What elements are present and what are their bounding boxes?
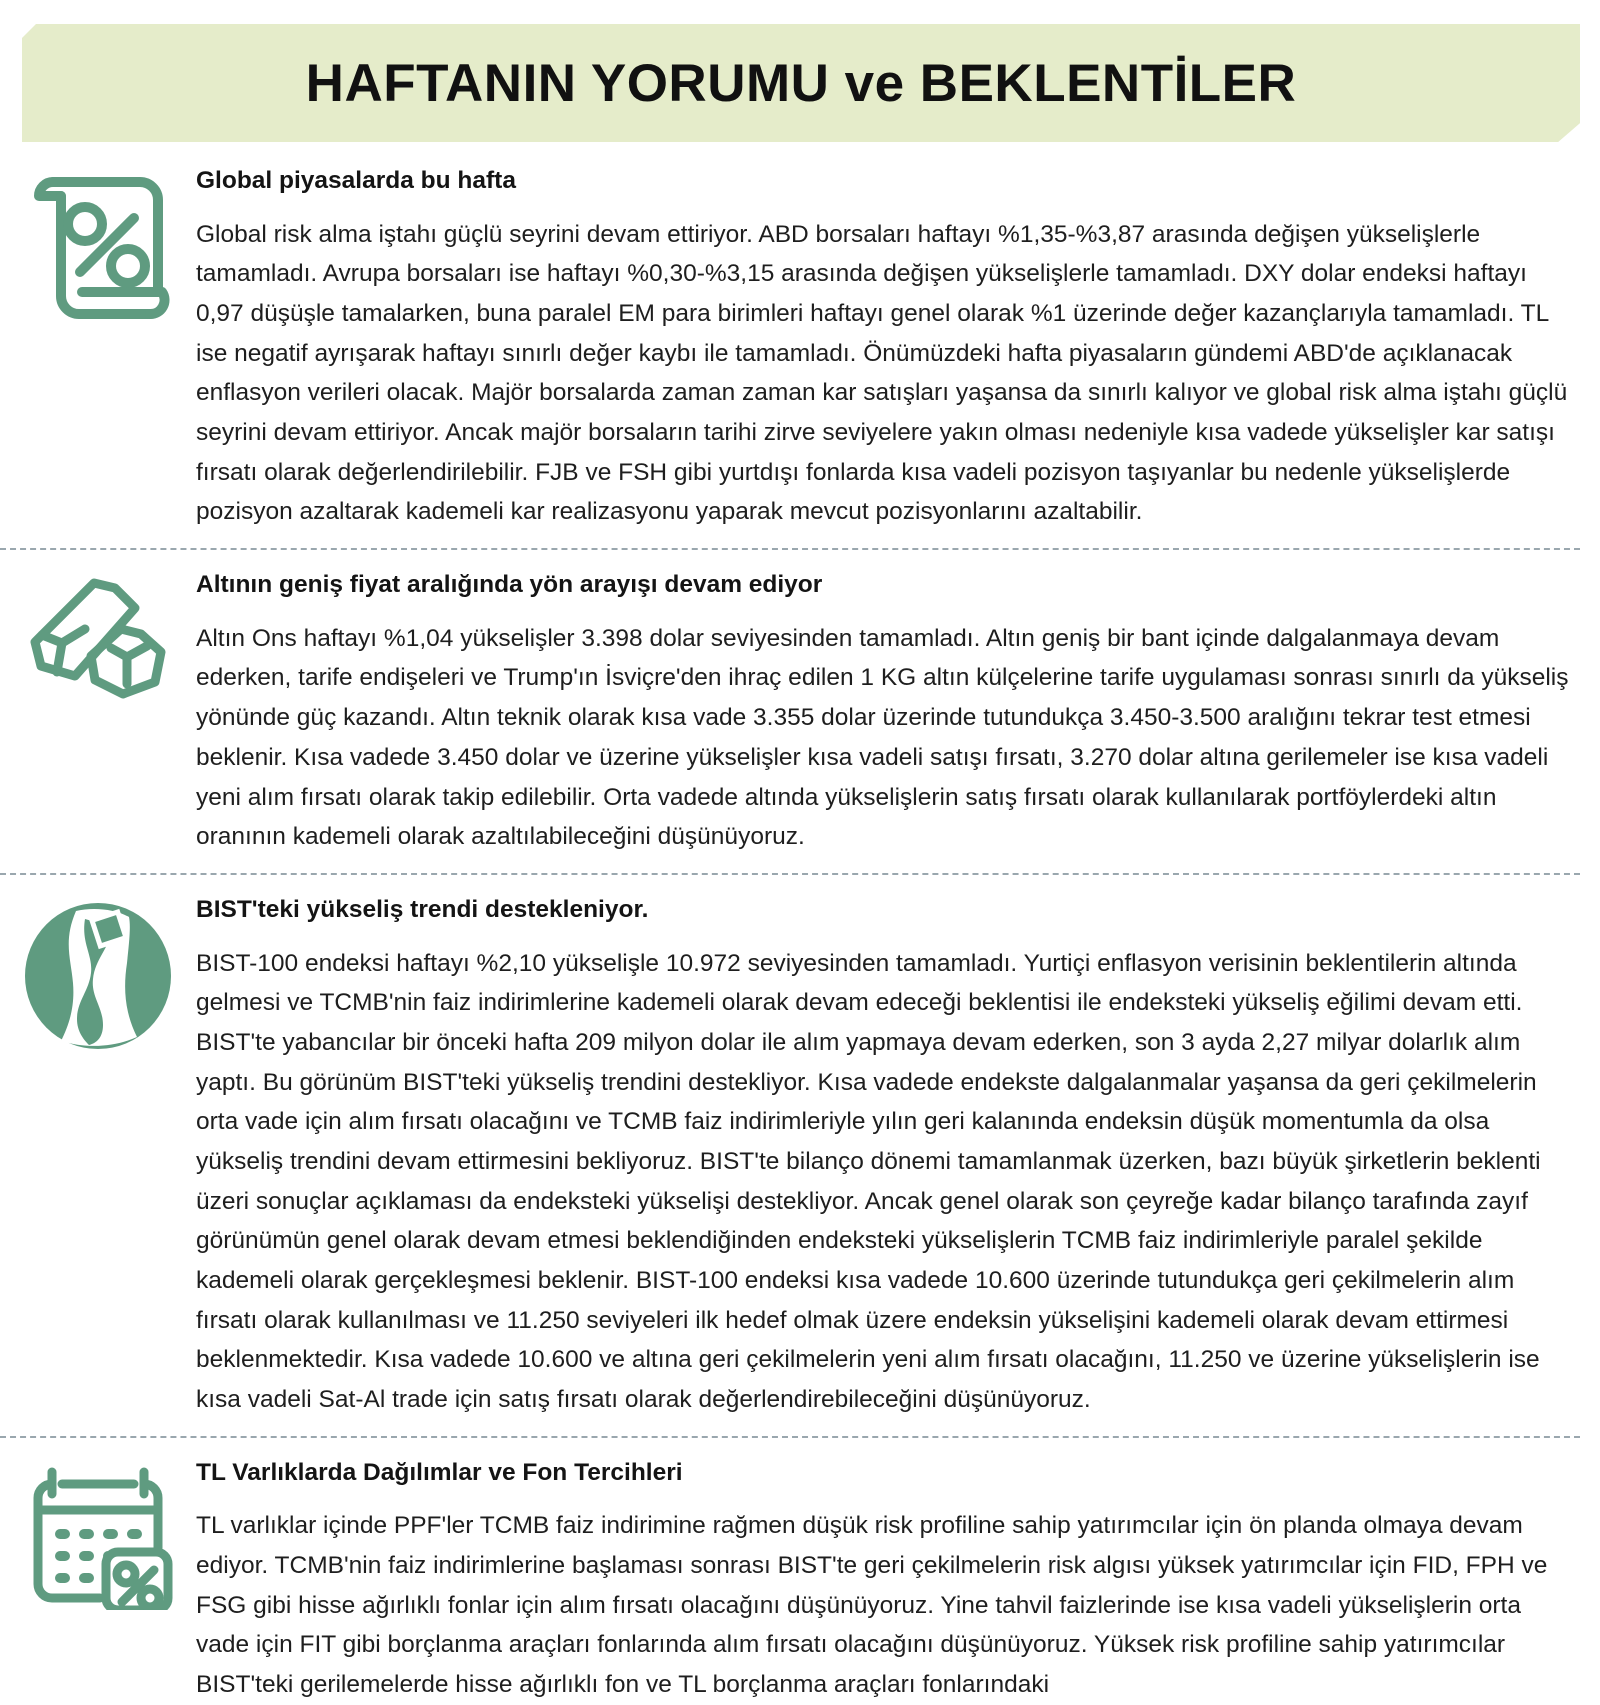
section-title: Global piyasalarda bu hafta <box>196 167 516 194</box>
section-icon-container <box>0 158 196 326</box>
section-tl-varliklar <box>0 1438 1580 1705</box>
section-text <box>196 562 1580 857</box>
page-header <box>22 24 1580 146</box>
sections-container <box>0 146 1600 1705</box>
section-text <box>196 1450 1580 1705</box>
section-title: BIST'teki yükseliş trendi destekleniyor. <box>196 895 649 923</box>
section-icon-container <box>0 1450 196 1610</box>
page-title: HAFTANIN YORUMU ve BEKLENTİLER <box>305 53 1297 113</box>
section-title: Altının geniş fiyat aralığında yön arayışı devam ediyor <box>196 571 823 599</box>
section-body: BIST-100 endeksi haftayı %2,10 yükselişle 10.972 seviyesinden tamamladı. Yurtiçi enflasyon verisinin beklentilerin altında gelmesi ve TCMB'nin faiz indirimlerine kademeli olarak devam edeceği beklentisi ile endeksteki yükseliş eğilimi devam etti. BIST'te yabancılar bir önceki hafta 209 milyon dolar ile alım yapmaya devam ederken, son 3 ayda 2,27 milyar dolarlık alım yaptı. Bu görünüm BIST'teki yükseliş trendini destekliyor. Kısa vadede endekste dalgalanmalar yaşansa da geri çekilmelerin orta vade için alım fırsatı olacağını ve TCMB faiz indirimleriyle yılın geri kalanında endeksin düşük momentumla da olsa yükseliş trendini devam ettirmesini bekliyoruz. BIST'te bilanço dönemi tamamlanmak üzerken, bazı büyük şirketlerin beklenti üzeri sonuçlar açıklaması da endeksteki yükselişi destekliyor. Ancak genel olarak son çeyreğe kadar bilanço tarafında zayıf görünümün genel olarak devam etmesi beklendiğinden endeksteki yükselişlerin TCMB faiz indirimleriyle paralel şekilde kademeli olarak gerçekleşmesi beklenir. BIST-100 endeksi kısa vadede 10.600 üzerinde tutundukça geri çekilmelerin alım fırsatı olarak kullanılması ve 11.250 seviyeleri ilk hedef olmak üzere endeksin yükselişini kademeli olarak devam ettirmesi beklenmektedir. Kısa vadede 10.600 ve altına geri çekilmelerin yeni alım fırsatı olacağını, 11.250 ve üzerine yükselişlerin ise kısa vadeli Sat-Al trade için satış fırsatı olarak değerlendirebileceğini düşünüyoruz. <box>196 949 1541 1414</box>
section-body: Altın Ons haftayı %1,04 yükselişler 3.398 dolar seviyesinden tamamladı. Altın geniş bir bant içinde dalgalanmaya devam ederken, tarife endişeleri ve Trump'ın İsviçre'den ihraç edilen 1 KG altın külçelerine tarife uygulaması sonrası sınırlı da yükseliş yönünde güç kazandı. Altın teknik olarak kısa vade 3.355 dolar üzerinde tutundukça 3.450-3.500 aralığını tekrar test etmesi beklenir. Kısa vadede 3.450 dolar ve üzerine yükselişler kısa vadeli satışı fırsatı, 3.270 dolar altına gerilemeler ise kısa vadeli yeni alım fırsatı olarak takip edilebilir. Orta vadede altında yükselişlerin satış fırsatı olarak kullanılarak portföylerdeki altın oranının kademeli olarak azaltılabileceğini düşünüyoruz. <box>196 624 1569 851</box>
section-icon-container <box>0 887 196 1055</box>
gold-bars-icon <box>23 572 173 722</box>
section-text <box>196 887 1580 1420</box>
scroll-percent-icon <box>22 168 174 326</box>
section-text <box>196 158 1580 532</box>
section-global-piyasalarda <box>0 146 1580 532</box>
section-altin <box>0 550 1580 857</box>
bist-logo-icon <box>19 897 177 1055</box>
section-body: TL varlıklar içinde PPF'ler TCMB faiz indirimine rağmen düşük risk profiline sahip yatırımcılar için ön planda olmaya devam ediyor. TCMB'nin faiz indirimlerine başlaması sonrası BIST'te geri çekilmelerin risk algısı yüksek yatırımcılar için FID, FPH ve FSG gibi hisse ağırlıklı fonlar için alım fırsatı olacağını düşünüyoruz. Yine tahvil faizlerinde ise kısa vadeli yükselişlerin orta vade için FIT gibi borçlanma araçları fonlarında alım fırsatı olacağını düşünüyoruz. Yüksek risk profiline sahip yatırımcılar BIST'teki gerilemelerde hisse ağırlıklı fon ve TL borçlanma araçları fonlarındaki <box>196 1512 1548 1699</box>
section-icon-container <box>0 562 196 722</box>
section-bist <box>0 875 1580 1420</box>
section-title: TL Varlıklarda Dağılımlar ve Fon Tercihleri <box>196 1458 683 1486</box>
calendar-percent-icon <box>22 1460 174 1610</box>
section-body: Global risk alma iştahı güçlü seyrini devam ettiriyor. ABD borsaları haftayı %1,35-%3,87 arasında değişen yükselişlerle tamamladı. Avrupa borsaları ise haftayı %0,30-%3,15 arasında değişen yükselişlerle tamamladı. DXY dolar endeksi haftayı 0,97 düşüşle tamalarken, buna paralel EM para birimleri haftayı genel olarak %1 üzerinde değer kazançlarıyla tamamladı. TL ise negatif ayrışarak haftayı sınırlı değer kaybı ile tamamladı. Önümüzdeki hafta piyasaların gündemi ABD'de açıklanacak enflasyon verileri olacak. Majör borsalarda zaman zaman kar satışları yaşansa da sınırlı kalıyor ve global risk alma iştahı güçlü seyrini devam ettiriyor. Ancak majör borsaların tarihi zirve seviyelere yakın olması nedeniyle kısa vadede yükselişler kar satışı fırsatı olarak değerlendirilebilir. FJB ve FSH gibi yurtdışı fonlarda kısa vadeli pozisyon taşıyanlar bu nedenle yükselişlerde pozisyon azaltarak kademeli kar realizasyonu yaparak mevcut pozisyonlarını azaltabilir. <box>196 220 1568 526</box>
